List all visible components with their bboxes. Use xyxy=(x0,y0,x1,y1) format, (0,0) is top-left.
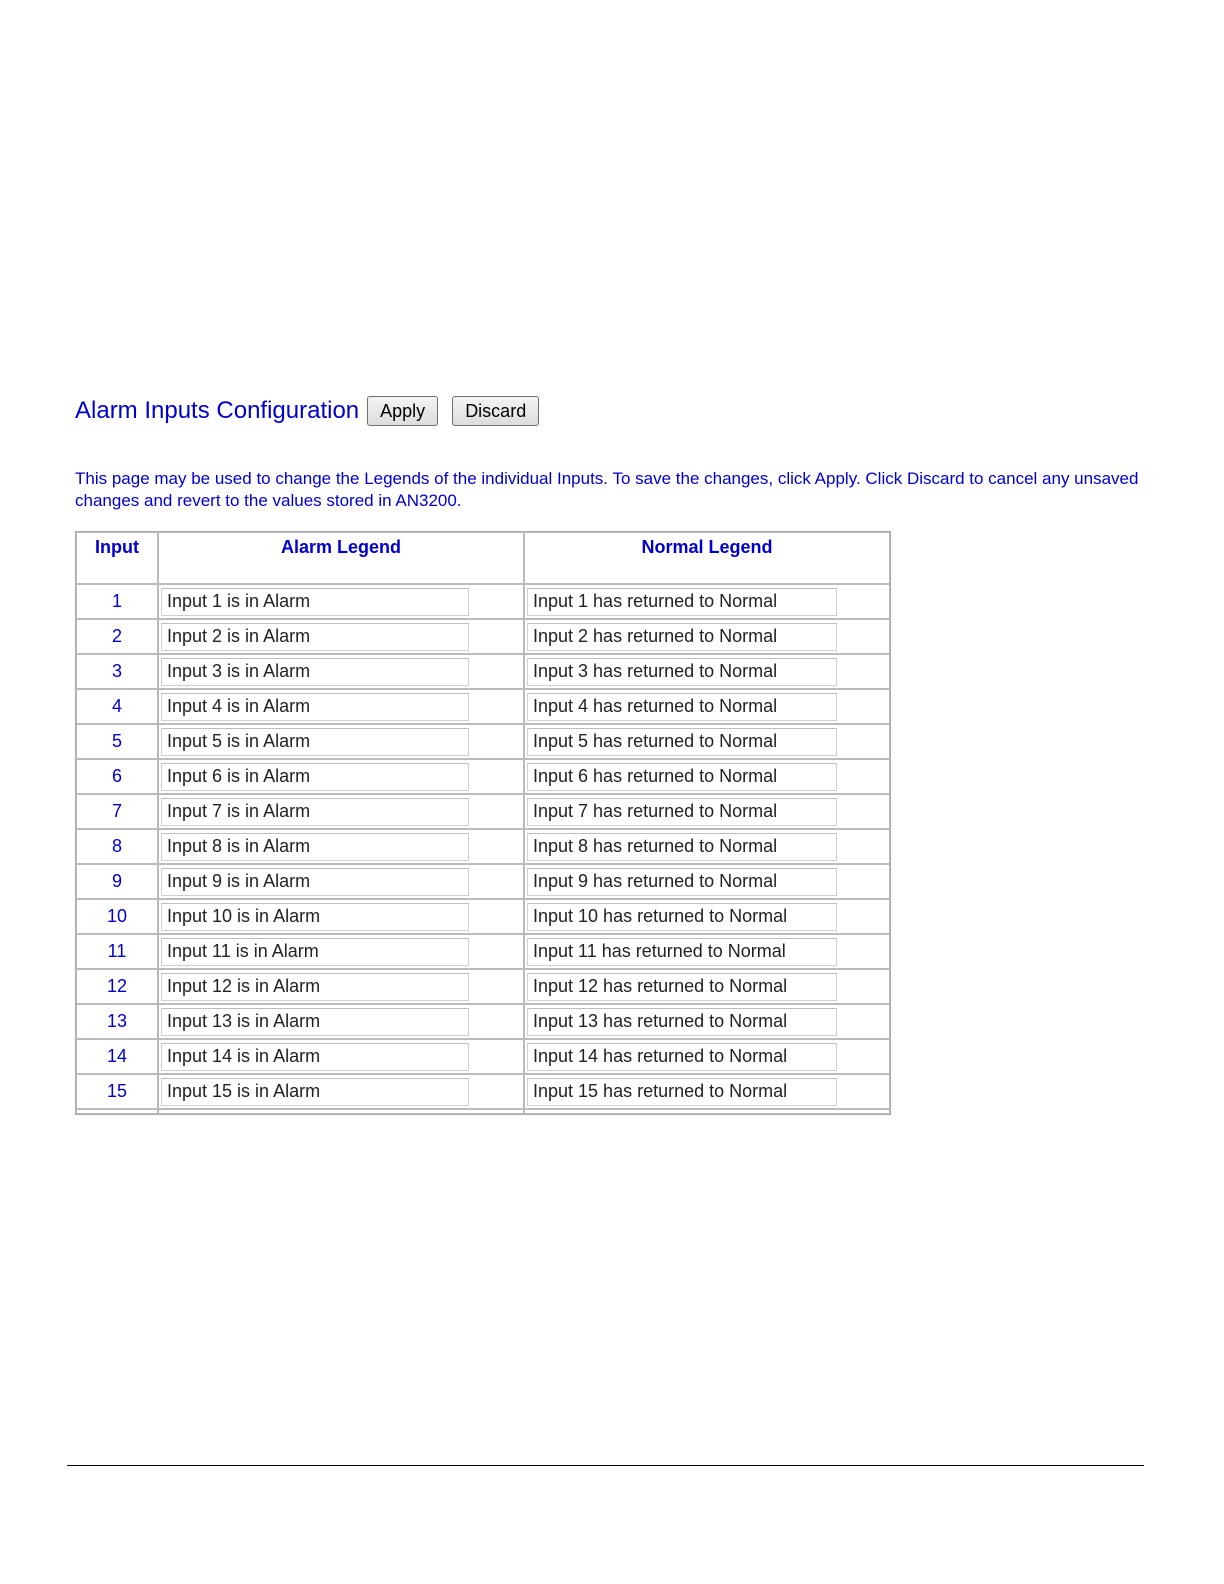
normal-legend-cell xyxy=(524,724,890,759)
normal-legend-cell xyxy=(524,619,890,654)
input-number: 9 xyxy=(76,864,158,899)
normal-legend-input[interactable] xyxy=(527,938,837,966)
normal-legend-input[interactable] xyxy=(527,833,837,861)
table-header-row xyxy=(76,532,890,584)
normal-legend-cell xyxy=(524,899,890,934)
alarm-legend-input[interactable] xyxy=(161,1043,469,1071)
title-row xyxy=(75,390,1155,432)
input-number: 4 xyxy=(76,689,158,724)
table-row-cutoff xyxy=(76,1109,890,1114)
header-input: Input xyxy=(76,532,158,584)
normal-legend-cell xyxy=(524,1039,890,1074)
input-number: 6 xyxy=(76,759,158,794)
normal-legend-input[interactable] xyxy=(527,973,837,1001)
alarm-legend-input[interactable] xyxy=(161,973,469,1001)
input-number: 15 xyxy=(76,1074,158,1109)
cutoff-cell xyxy=(76,1109,158,1114)
normal-legend-input[interactable] xyxy=(527,798,837,826)
normal-legend-cell xyxy=(524,864,890,899)
alarm-legend-cell xyxy=(158,1039,524,1074)
alarm-legend-input[interactable] xyxy=(161,763,469,791)
table-row xyxy=(76,619,890,654)
alarm-legend-cell xyxy=(158,1074,524,1109)
legends-table xyxy=(75,531,891,1115)
normal-legend-cell xyxy=(524,829,890,864)
cutoff-cell xyxy=(524,1109,890,1114)
normal-legend-cell xyxy=(524,969,890,1004)
normal-legend-input[interactable] xyxy=(527,658,837,686)
alarm-legend-input[interactable] xyxy=(161,868,469,896)
alarm-legend-cell xyxy=(158,619,524,654)
normal-legend-input[interactable] xyxy=(527,693,837,721)
header-alarm-legend: Alarm Legend xyxy=(158,532,524,584)
alarm-legend-cell xyxy=(158,759,524,794)
table-row xyxy=(76,829,890,864)
apply-button[interactable]: Apply xyxy=(367,396,438,426)
alarm-legend-input[interactable] xyxy=(161,588,469,616)
alarm-legend-input[interactable] xyxy=(161,658,469,686)
normal-legend-cell xyxy=(524,689,890,724)
alarm-legend-cell xyxy=(158,864,524,899)
cutoff-cell xyxy=(158,1109,524,1114)
normal-legend-input[interactable] xyxy=(527,588,837,616)
table-row xyxy=(76,584,890,619)
normal-legend-input[interactable] xyxy=(527,763,837,791)
footer-divider xyxy=(67,1465,1144,1466)
normal-legend-cell xyxy=(524,794,890,829)
alarm-legend-cell xyxy=(158,689,524,724)
table-row xyxy=(76,899,890,934)
normal-legend-cell xyxy=(524,584,890,619)
page-description: This page may be used to change the Legends of the individual Inputs. To save the changes, click Apply. Click Discard to cancel any unsaved changes and revert to the values stored in AN3200. xyxy=(75,469,1139,510)
alarm-legend-input[interactable] xyxy=(161,623,469,651)
normal-legend-cell xyxy=(524,934,890,969)
input-number: 12 xyxy=(76,969,158,1004)
header-normal-legend: Normal Legend xyxy=(524,532,890,584)
alarm-legend-input[interactable] xyxy=(161,1078,469,1106)
table-row xyxy=(76,689,890,724)
alarm-legend-input[interactable] xyxy=(161,693,469,721)
discard-button[interactable]: Discard xyxy=(452,396,539,426)
normal-legend-input[interactable] xyxy=(527,1078,837,1106)
normal-legend-cell xyxy=(524,654,890,689)
alarm-legend-cell xyxy=(158,724,524,759)
alarm-legend-cell xyxy=(158,654,524,689)
alarm-legend-cell xyxy=(158,1004,524,1039)
normal-legend-cell xyxy=(524,1074,890,1109)
alarm-legend-input[interactable] xyxy=(161,833,469,861)
input-number: 2 xyxy=(76,619,158,654)
table-row xyxy=(76,759,890,794)
alarm-legend-input[interactable] xyxy=(161,798,469,826)
table-row xyxy=(76,794,890,829)
alarm-legend-cell xyxy=(158,899,524,934)
input-number: 14 xyxy=(76,1039,158,1074)
input-number: 1 xyxy=(76,584,158,619)
alarm-legend-input[interactable] xyxy=(161,1008,469,1036)
table-row xyxy=(76,864,890,899)
alarm-legend-cell xyxy=(158,969,524,1004)
alarm-legend-cell xyxy=(158,934,524,969)
normal-legend-input[interactable] xyxy=(527,903,837,931)
input-number: 7 xyxy=(76,794,158,829)
normal-legend-cell xyxy=(524,1004,890,1039)
input-number: 5 xyxy=(76,724,158,759)
normal-legend-input[interactable] xyxy=(527,728,837,756)
alarm-legend-cell xyxy=(158,584,524,619)
table-row xyxy=(76,1039,890,1074)
table-row xyxy=(76,934,890,969)
alarm-legend-cell xyxy=(158,829,524,864)
input-number: 10 xyxy=(76,899,158,934)
input-number: 8 xyxy=(76,829,158,864)
alarm-legend-input[interactable] xyxy=(161,938,469,966)
normal-legend-cell xyxy=(524,759,890,794)
table-row xyxy=(76,969,890,1004)
table-row xyxy=(76,1004,890,1039)
table-row xyxy=(76,1074,890,1109)
normal-legend-input[interactable] xyxy=(527,1008,837,1036)
alarm-legend-cell xyxy=(158,794,524,829)
alarm-legend-input[interactable] xyxy=(161,903,469,931)
normal-legend-input[interactable] xyxy=(527,1043,837,1071)
page-title: Alarm Inputs Configuration xyxy=(75,397,360,424)
table-row xyxy=(76,654,890,689)
config-panel xyxy=(75,390,1155,1101)
input-number: 11 xyxy=(76,934,158,969)
alarm-legend-input[interactable] xyxy=(161,728,469,756)
table-row xyxy=(76,724,890,759)
input-number: 3 xyxy=(76,654,158,689)
input-number: 13 xyxy=(76,1004,158,1039)
normal-legend-input[interactable] xyxy=(527,868,837,896)
normal-legend-input[interactable] xyxy=(527,623,837,651)
